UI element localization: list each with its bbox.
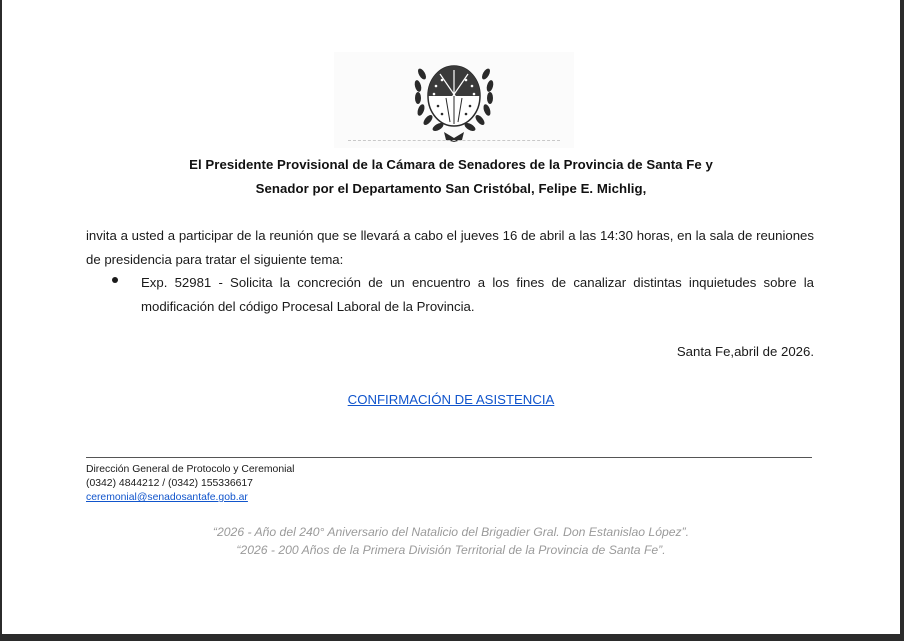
list-item-text: Exp. 52981 - Solicita la concreción de un encuentro a los fines de canalizar distintas inquietudes sobre la modificación del código Procesal Laboral de la Provincia. <box>141 275 814 314</box>
confirmation-link-container <box>2 391 900 409</box>
motto-line-1: “2026 - Año del 240° Aniversario del Natalicio del Brigadier Gral. Don Estanislao López”. <box>212 525 690 539</box>
crest-area <box>334 52 574 148</box>
document-page <box>2 0 900 634</box>
santa-fe-coat-of-arms-icon <box>412 56 496 142</box>
footer-divider <box>86 457 812 458</box>
bullet-icon <box>112 277 118 283</box>
header-line-1: El Presidente Provisional de la Cámara de Senadores de la Provincia de Santa Fe y <box>189 157 713 172</box>
invitation-paragraph: invita a usted a participar de la reunión que se llevará a cabo el jueves 16 de abril a las 14:30 horas, en la sala de reuniones de presidencia para tratar el siguiente tema: <box>86 228 814 267</box>
header-line-2: Senador por el Departamento San Cristóbal, Felipe E. Michlig, <box>255 181 647 196</box>
footer-contact <box>86 463 295 505</box>
footer-email-link[interactable]: ceremonial@senadosantafe.gob.ar <box>86 492 248 503</box>
confirm-attendance-link[interactable]: CONFIRMACIÓN DE ASISTENCIA <box>347 392 555 407</box>
footer-phones: (0342) 4844212 / (0342) 155336617 <box>86 478 253 489</box>
date-line: Santa Fe,abril de 2026. <box>676 344 814 359</box>
footer-office: Dirección General de Protocolo y Ceremonial <box>86 464 295 475</box>
crest-divider <box>348 140 560 142</box>
motto-line-2: “2026 - 200 Años de la Primera División Territorial de la Provincia de Santa Fe”. <box>236 543 666 557</box>
